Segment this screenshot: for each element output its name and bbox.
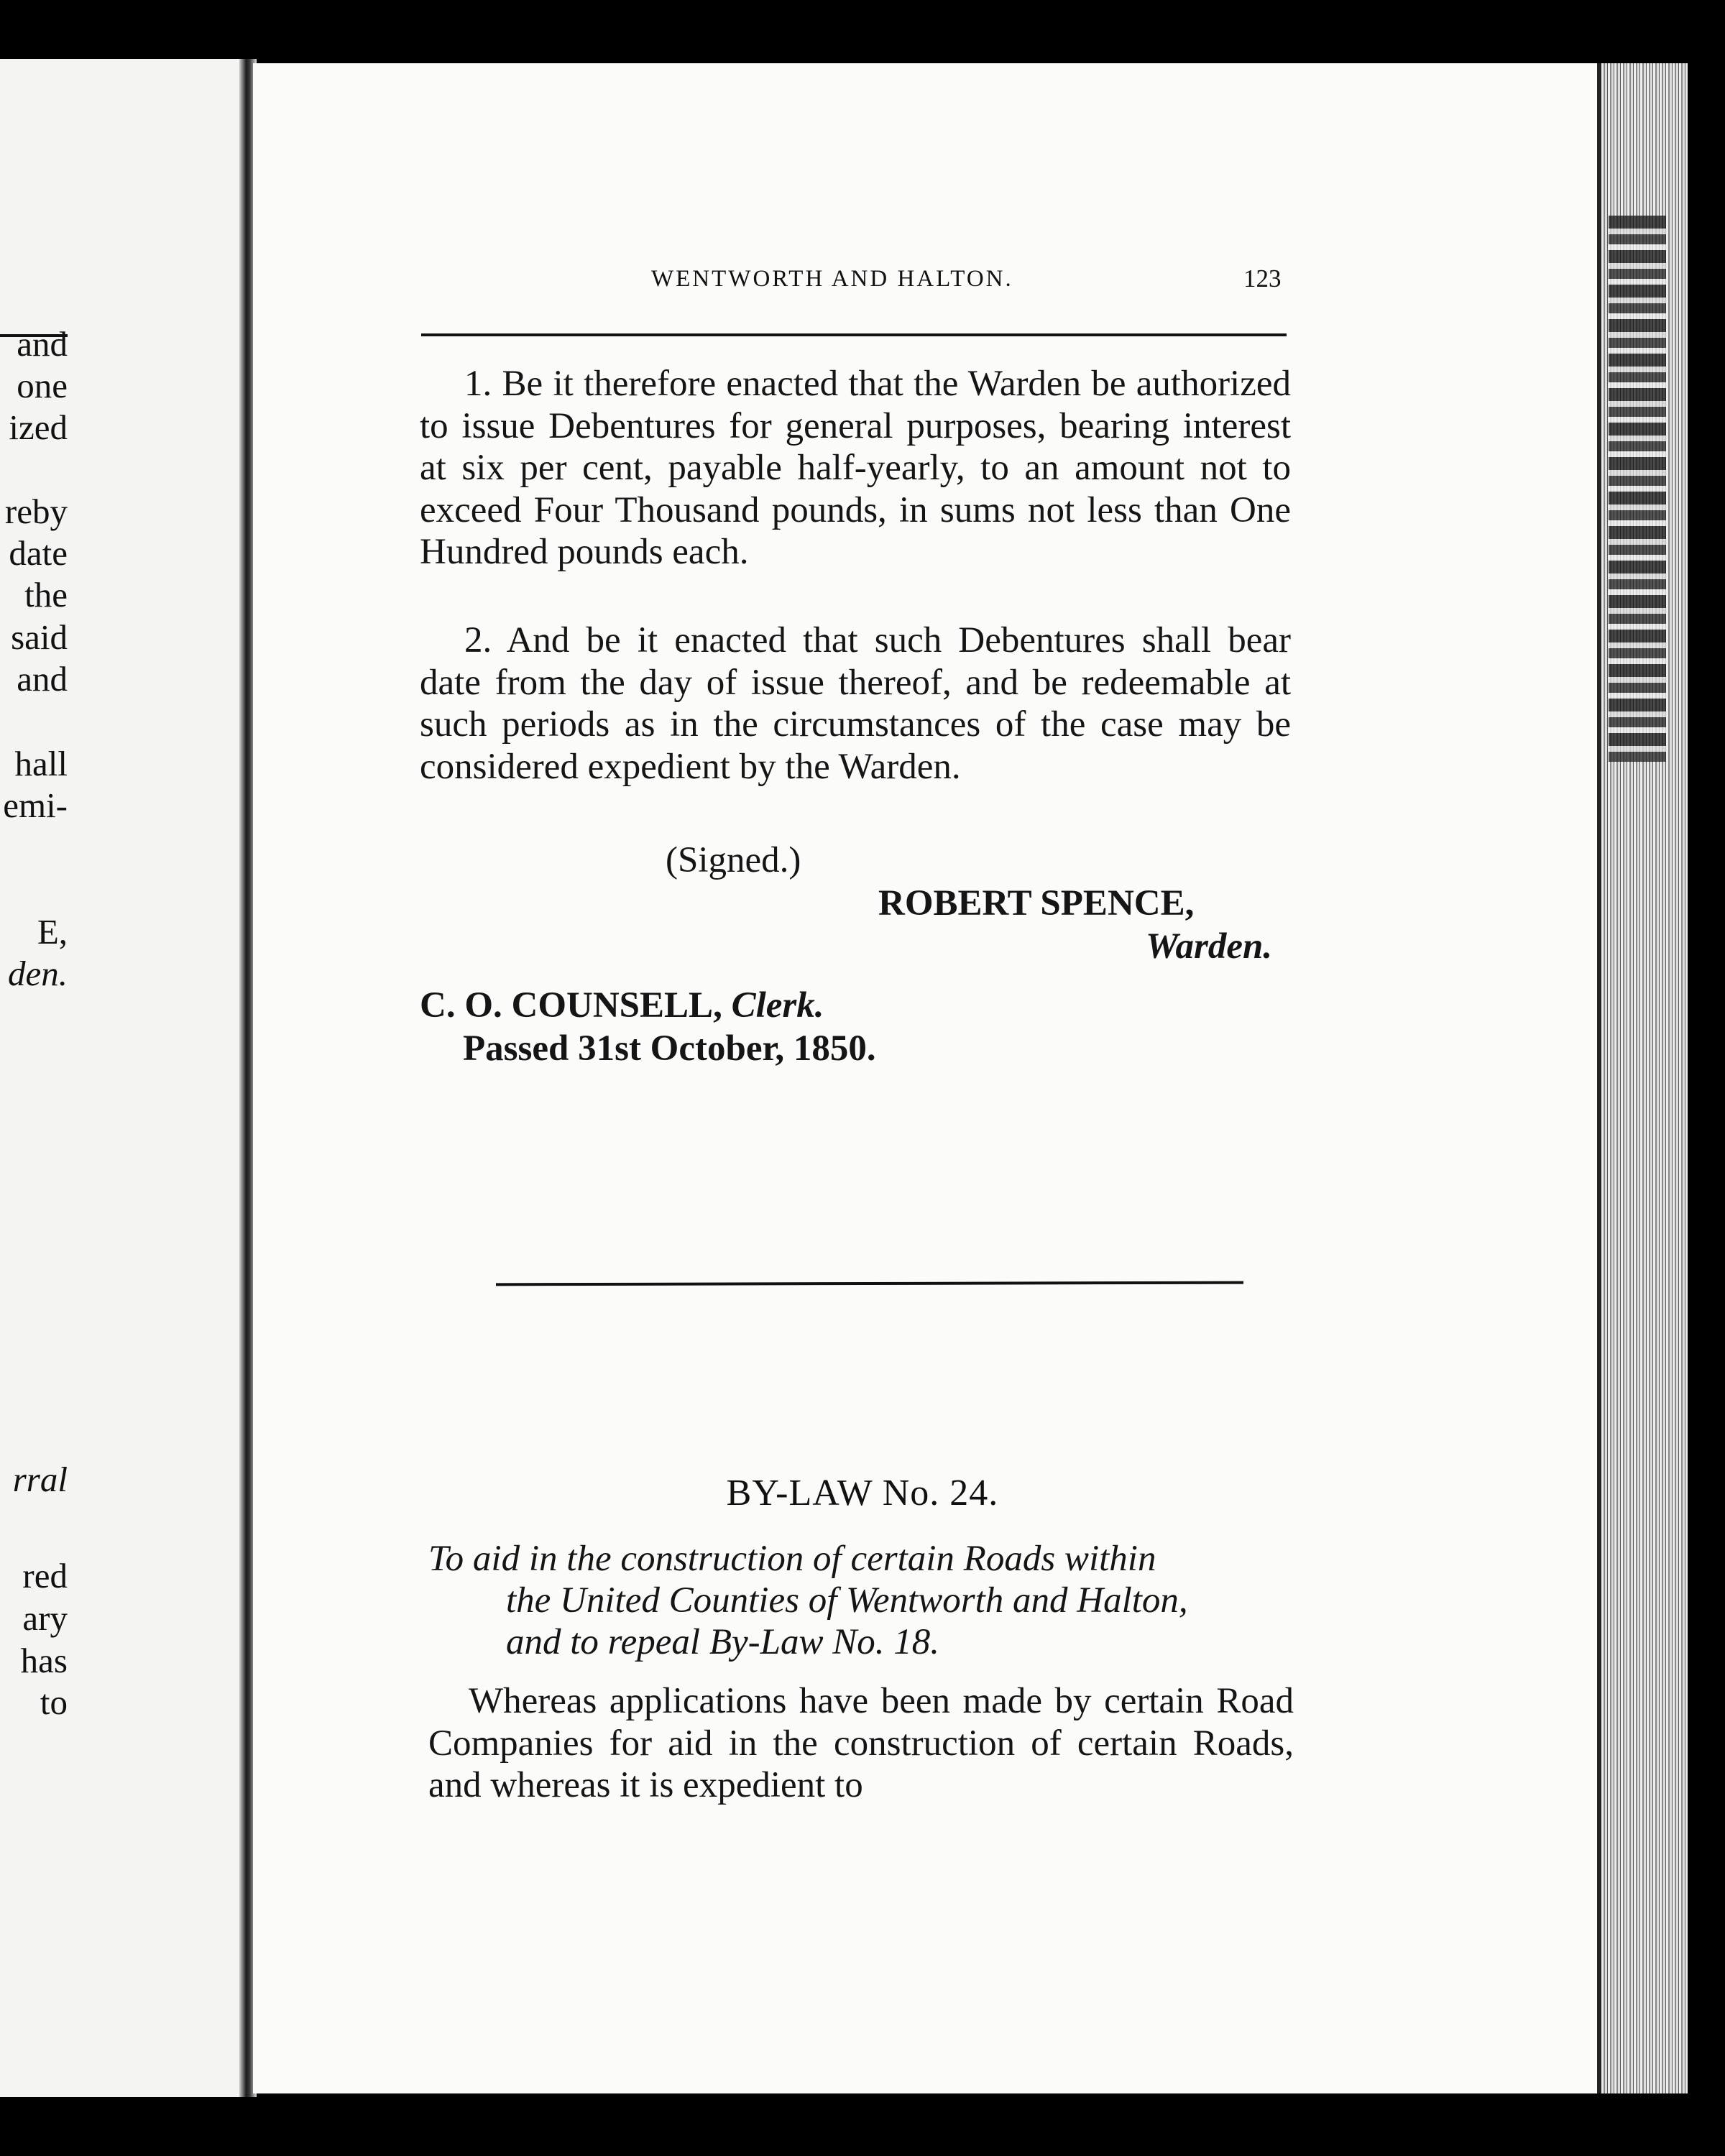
previous-page-line: the — [24, 575, 68, 614]
whereas-paragraph — [428, 1680, 1294, 1807]
previous-page-line: date — [9, 533, 68, 573]
previous-page-line: and — [17, 324, 68, 364]
previous-page-line: said — [11, 617, 68, 657]
clerk-line — [420, 985, 824, 1026]
enactment-paragraph-2 — [420, 619, 1291, 788]
bylaw-title: BY-LAW No. 24. — [726, 1473, 999, 1514]
previous-page-line: ized — [9, 407, 68, 447]
signed-label: (Signed.) — [666, 840, 801, 880]
bylaw-subtitle-line-2: the United Counties of Wentworth and Halton, — [506, 1580, 1188, 1621]
previous-page-line: ary — [22, 1598, 68, 1638]
header-rule — [421, 333, 1287, 336]
bylaw-subtitle-line-1: To aid in the construction of certain Roads within — [428, 1539, 1156, 1579]
warden-name: ROBERT SPENCE, — [878, 883, 1195, 923]
clerk-name: C. O. COUNSELL, — [420, 985, 722, 1026]
running-header: WENTWORTH AND HALTON. — [651, 266, 1013, 292]
previous-page-line: E, — [37, 912, 68, 952]
previous-page-edge — [0, 59, 250, 2097]
previous-page-line: reby — [4, 492, 68, 531]
bylaw-subtitle-line-3: and to repeal By-Law No. 18. — [506, 1622, 939, 1662]
whereas-text: Whereas applications have been made by certain Road Companies for aid in the construction of certain Roads, and whereas it is expedient to — [428, 1681, 1294, 1805]
paragraph-1-text: 1. Be it therefore enacted that the Warden be authorized to issue Debentures for general purposes, bearing interest at six per cent, payable half-yearly, to an amount not to exceed Four Thousand pounds, in sums not less than One Hundred pounds each. — [420, 364, 1291, 572]
enactment-paragraph-1 — [420, 363, 1291, 573]
library-stamp — [1609, 216, 1666, 762]
previous-page-line: red — [22, 1556, 68, 1595]
previous-page-line: has — [20, 1641, 68, 1680]
page-number: 123 — [1243, 264, 1282, 292]
previous-page-line: hall — [14, 744, 68, 783]
previous-page-line: rral — [12, 1460, 68, 1499]
passed-date: Passed 31st October, 1850. — [463, 1028, 876, 1069]
warden-title: Warden. — [1146, 926, 1273, 967]
previous-page-line: den. — [8, 954, 68, 993]
paragraph-2-text: 2. And be it enacted that such Debentures shall bear date from the day of issue thereof, and be redeemable at such periods as in the circumstances of the case may be considered expedient by the Warden. — [420, 620, 1291, 787]
previous-page-line: one — [17, 366, 68, 405]
previous-page-line: emi- — [3, 786, 68, 825]
previous-page-line: to — [40, 1682, 68, 1722]
clerk-title: Clerk. — [731, 985, 824, 1026]
previous-page-line: and — [17, 659, 68, 699]
